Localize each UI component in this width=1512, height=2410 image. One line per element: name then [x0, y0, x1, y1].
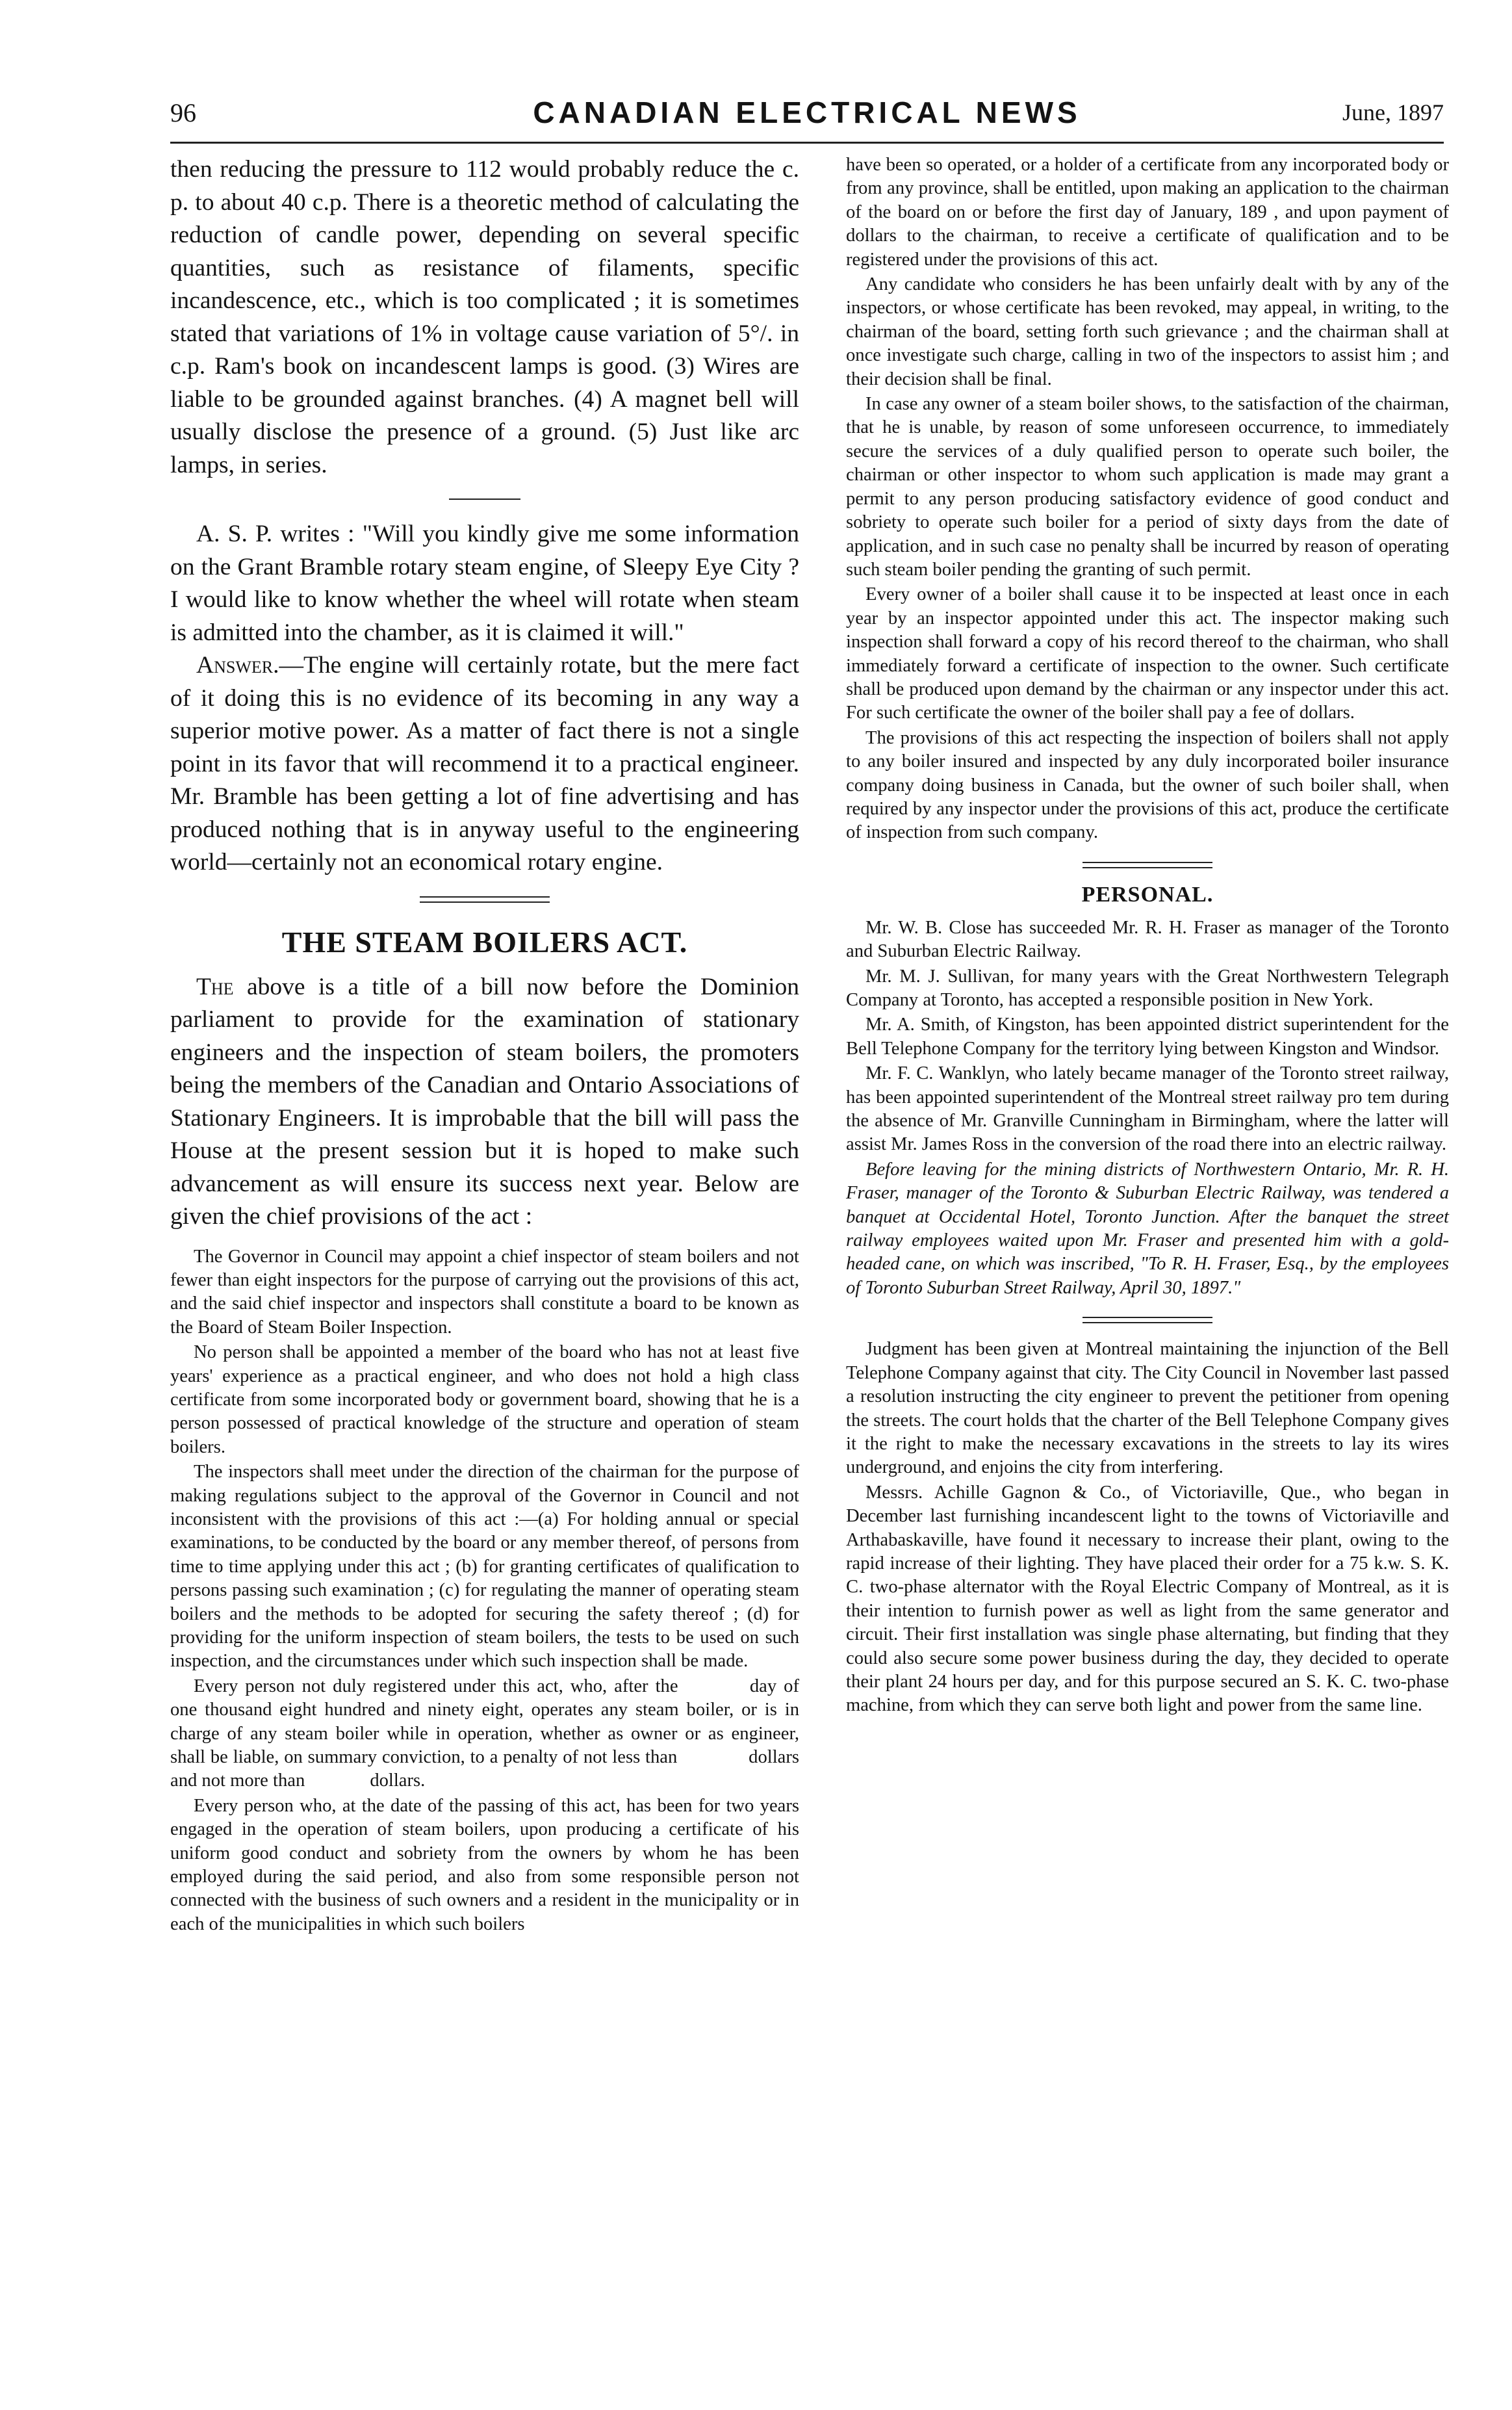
- section-intro-paragraph: [170, 971, 799, 1234]
- section-intro-text: above is a title of a bill now before the Dominion parliament to provide for the examination of stationary engineers and the inspection of steam boilers, the promoters being the members of the Canadian and Ontario Associations of Stationary Engineers. It is improbable that the bill will pass the House at the present session but it is hoped to make such advancement as will ensure its success next year. Below are given the chief provisions of the act :: [170, 973, 799, 1230]
- act-paragraph: have been so operated, or a holder of a certificate from any incorporated body or from any province, shall be entitled, upon making an application to the chairman of the board on or before the first day of January, 189 , and upon payment of dollars to the chairman, to receive a certificate of qualification and to be registered under the provisions of this act.: [846, 155, 1449, 270]
- personal-item: Before leaving for the mining districts of Northwestern Ontario, Mr. R. H. Fraser, manager of the Toronto & Suburban Electric Railway, was tendered a banquet at Occidental Hotel, Toronto Junction. After the banquet the street railway employees waited upon Mr. Fraser and presented him with a gold-headed cane, on which was inscribed, "To R. H. Fraser, Esq., by the employees of Toronto Suburban Street Railway, April 30, 1897.": [846, 1159, 1449, 1298]
- right-column: [846, 153, 1449, 2389]
- section-title-steam-boilers: THE STEAM BOILERS ACT.: [281, 925, 688, 959]
- act-paragraph: Every owner of a boiler shall cause it to be inspected at least once in each year by an inspector appointed under this act. The inspector making such inspection shall forward a copy of his record thereof to the chairman, who shall immediately forward a certificate of inspection to the owner. Such certificate shall be produced upon demand by the chairman or any inspector under this act. For such certificate the owner of the boiler shall pay a fee of dollars.: [846, 584, 1449, 723]
- page-header: [170, 97, 1444, 143]
- header-rule: [170, 142, 1444, 144]
- journal-title: CANADIAN ELECTRICAL NEWS: [533, 96, 1081, 129]
- answer-text: —The engine will certainly rotate, but the mere fact of it doing this is no evidence of its becoming in any way a superior motive power. As a matter of fact there is not a single point in its favor that will recommend it to a practical engineer. Mr. Bramble has been getting a lot of fine advertising and has produced nothing that is in anyway useful to the engineering world—certainly not an economical rotary engine.: [170, 652, 799, 875]
- act-paragraph: Any candidate who considers he has been unfairly dealt with by any of the inspectors, or whose certificate has been revoked, may appeal, in writing, to the chairman of the board, setting forth such grievance ; and the chairman shall at once investigate such charge, calling in two of the inspectors to assist him ; and their decision shall be final.: [846, 274, 1449, 389]
- section-title-personal: PERSONAL.: [1081, 882, 1214, 907]
- page-number: 96: [170, 98, 196, 127]
- section-lead-word: The: [196, 973, 234, 1000]
- intro-paragraph: then reducing the pressure to 112 would probably reduce the c. p. to about 40 c.p. There is a theoretic method of calculating the reduction of candle power, depending on several specific quantities, such as resistance of filaments, specific incandescence, etc., which is too complicated ; it is sometimes stated that variations of 1% in voltage cause variation of 5°/. in c.p. Ram's book on incandescent lamps is good. (3) Wires are liable to be grounded against branches. (4) A magnet bell will usually disclose the presence of a ground. (5) Just like arc lamps, in series.: [170, 156, 799, 478]
- news-item: Messrs. Achille Gagnon & Co., of Victoriaville, Que., who began in December last furnishing incandescent light to the towns of Victoriaville and Arthabaskaville, have found it necessary to increase their plant, owing to the rapid increase of their lighting. They have placed their order for a 75 k.w. S. K. C. two-phase alternator with the Royal Electric Company of Montreal, as it is their intention to furnish power as well as light from the same generator and circuit. Their first installation was single phase alternating, but finding that they could also secure some power business during the day, they decided to operate their plant 24 hours per day, and for this purpose secured an S. K. C. two-phase machine, from which they can serve both light and power from the same line.: [846, 1482, 1449, 1716]
- act-paragraph: No person shall be appointed a member of the board who has not at least five years' experience as a practical engineer, and who does not hold a high class certificate from some incorporated body or government board, showing that he is a person possessed of practical knowledge of the structure and operation of steam boilers.: [170, 1342, 799, 1457]
- act-paragraph: The Governor in Council may appoint a chief inspector of steam boilers and not fewer than eight inspectors for the purpose of carrying out the provisions of this act, and the said chief inspector and inspectors shall constitute a board to be known as the Board of Steam Boiler Inspection.: [170, 1246, 799, 1338]
- double-divider: [420, 896, 550, 903]
- left-column: [170, 153, 874, 2389]
- answer-paragraph: [170, 649, 799, 879]
- issue-date: June, 1897: [1342, 99, 1444, 125]
- personal-item: Mr. A. Smith, of Kingston, has been appointed district superintendent for the Bell Telephone Company for the territory lying between Kingston and Windsor.: [846, 1015, 1449, 1059]
- short-divider: [449, 499, 520, 500]
- personal-item: Mr. W. B. Close has succeeded Mr. R. H. Fraser as manager of the Toronto and Suburban Electric Railway.: [846, 917, 1449, 962]
- act-paragraph: The provisions of this act respecting the inspection of boilers shall not apply to any boiler insured and inspected by any duly incorporated boiler insurance company doing business in Canada, but the owner of such boiler shall, when required by any inspector under the provisions of this act, produce the certificate of inspection from such company.: [846, 727, 1449, 843]
- double-divider: [1083, 862, 1212, 868]
- act-paragraph: The inspectors shall meet under the direction of the chairman for the purpose of making regulations subject to the approval of the Governor in Council and not inconsistent with the provisions of this act :—(a) For holding annual or special examinations, to be conducted by the board or any member thereof, of persons from time to time applying under this act ; (b) for granting certificates of qualification to persons passing such examination ; (c) for regulating the manner of operating steam boilers and the methods to be adopted for securing the safety thereof ; (d) for providing for the uniform inspection of steam boilers, the tests to be used on such inspection, and the circumstances under which such inspection shall be made.: [170, 1462, 799, 1672]
- act-paragraph: Every person who, at the date of the passing of this act, has been for two years engaged in the operation of steam boilers, upon producing a certificate of his uniform good conduct and sobriety from the owners by whom he has been employed during the said period, and also from some responsible person not connected with the business of such owners and a resident in the municipality or in each of the municipalities in which such boilers: [170, 1795, 799, 1934]
- personal-item: Mr. F. C. Wanklyn, who lately became manager of the Toronto street railway, has been appointed superintendent of the Montreal street railway pro tem during the absence of Mr. Granville Cunningham in Birmingham, where the latter will assist Mr. James Ross in the conversion of the road there into an electric railway.: [846, 1063, 1449, 1155]
- act-paragraph: Every person not duly registered under this act, who, after the day of one thousand eight hundred and ninety eight, operates any steam boiler, or is in charge of any steam boiler while in operation, whether as owner or as engineer, shall be liable, on summary conviction, to a penalty of not less than dollars and not more than dollars.: [170, 1676, 874, 1791]
- act-paragraph: In case any owner of a steam boiler shows, to the satisfaction of the chairman, that he is unable, by reason of some unforeseen occurrence, to immediately secure the services of a duly qualified person to operate such boiler, the chairman or other inspector to whom such application is made may grant a permit to any person producing satisfactory evidence of good conduct and sobriety to operate such boiler for a period of sixty days from the date of application, and in such case no penalty shall be incurred by reason of operating such steam boiler pending the granting of such permit.: [846, 394, 1449, 580]
- answer-label: Answer.: [196, 652, 279, 679]
- news-item: Judgment has been given at Montreal maintaining the injunction of the Bell Telephone Company against that city. The City Council in November last passed a resolution instructing the city engineer to prevent the petitioner from opening the streets. The court holds that the charter of the Bell Telephone Company gives it the right to make the necessary excavations in the streets to lay its wires underground, and enjoins the city from interfering.: [846, 1339, 1449, 1478]
- double-divider: [1083, 1317, 1212, 1323]
- question-paragraph: A. S. P. writes : "Will you kindly give me some information on the Grant Bramble rotary steam engine, of Sleepy Eye City ? I would like to know whether the wheel will rotate when steam is admitted into the chamber, as it is claimed it will.": [170, 521, 799, 646]
- personal-item: Mr. M. J. Sullivan, for many years with the Great Northwestern Telegraph Company at Toronto, has accepted a responsible position in New York.: [846, 966, 1449, 1010]
